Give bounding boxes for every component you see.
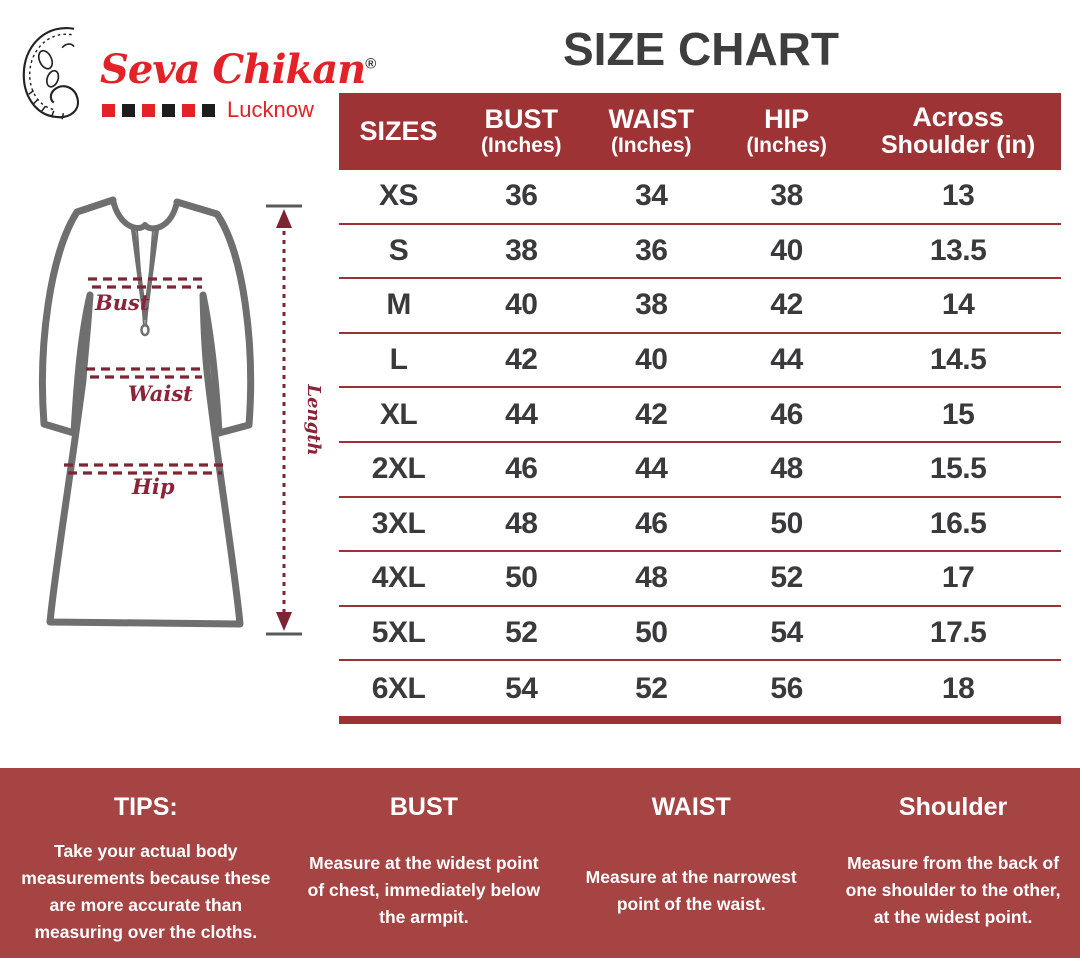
hip-label: Hip: [132, 474, 175, 499]
tips-text: Take your actual body measurements because these are more accurate than measuring over the cloths.: [21, 841, 271, 943]
shoulder-guide-heading: Shoulder: [898, 793, 1008, 821]
size-cell: 3XL: [371, 506, 426, 540]
column-label: Across: [912, 101, 1004, 132]
kurti-outline: [42, 200, 250, 624]
bust-guide-text: Measure at the widest point of chest, immediately below the armpit.: [307, 853, 541, 928]
table-row: [339, 170, 1061, 225]
size-cell: 2XL: [371, 452, 426, 486]
bust-cell: 42: [505, 343, 538, 377]
table-row: [339, 279, 1061, 334]
waist-guide-heading: WAIST: [651, 793, 731, 821]
hip-cell: 46: [770, 397, 803, 431]
table-row: [339, 607, 1061, 662]
shoulder-cell: 13.5: [929, 233, 987, 267]
brand-name: Seva Chikan®: [100, 46, 377, 93]
hip-cell: 50: [770, 506, 803, 540]
waist-cell: 52: [635, 671, 668, 705]
table-row: [339, 552, 1061, 607]
column-header-sizes: [339, 117, 458, 145]
size-cell: L: [389, 343, 408, 377]
bust-label: Bust: [95, 290, 150, 315]
size-cell: 4XL: [371, 561, 426, 595]
waist-cell: 42: [635, 397, 668, 431]
table-row: [339, 661, 1061, 716]
table-row: [339, 225, 1061, 280]
shoulder-guide-section: [826, 768, 1080, 958]
bust-cell: 48: [505, 506, 538, 540]
waist-cell: 44: [635, 452, 668, 486]
shoulder-cell: 16.5: [929, 506, 987, 540]
size-cell: XS: [379, 179, 419, 213]
hip-cell: 48: [770, 452, 803, 486]
paisley-icon: [16, 24, 94, 124]
hip-cell: 52: [770, 561, 803, 595]
bust-guide-section: [292, 768, 557, 958]
hip-cell: 54: [770, 616, 803, 650]
column-label: SIZES: [359, 116, 438, 147]
logo-square: [182, 104, 195, 117]
bust-cell: 38: [505, 233, 538, 267]
garment-diagram: [20, 188, 342, 671]
column-sublabel: (Inches): [746, 133, 827, 157]
waist-cell: 46: [635, 506, 668, 540]
waist-cell: 40: [635, 343, 668, 377]
bust-guide-heading: BUST: [389, 793, 458, 821]
table-row: [339, 443, 1061, 498]
column-label: HIP: [764, 104, 810, 135]
length-arrow: [266, 206, 302, 634]
brand-city: Lucknow: [227, 97, 314, 122]
size-cell: S: [388, 233, 409, 267]
column-sublabel: (Inches): [481, 133, 562, 157]
shoulder-guide-text: Measure from the back of one shoulder to the other, at the widest point.: [845, 853, 1061, 928]
table-row: [339, 388, 1061, 443]
bust-cell: 50: [505, 561, 538, 595]
waist-cell: 50: [635, 616, 668, 650]
logo-square: [162, 104, 175, 117]
waist-label: Waist: [128, 381, 193, 406]
waist-guide-text: Measure at the narrowest point of the waist.: [585, 867, 797, 915]
hip-cell: 40: [770, 233, 803, 267]
bust-cell: 54: [505, 671, 538, 705]
shoulder-cell: 18: [941, 671, 975, 705]
logo-squares: [102, 104, 215, 117]
column-label: BUST: [484, 104, 559, 135]
shoulder-cell: 13: [941, 179, 975, 213]
column-sublabel: (Inches): [610, 133, 692, 157]
size-chart-table: [339, 93, 1061, 724]
size-cell: XL: [379, 397, 418, 431]
page-title: SIZE CHART: [563, 23, 839, 75]
shoulder-cell: 15.5: [929, 452, 987, 486]
hip-cell: 38: [770, 179, 803, 213]
waist-dashed-line: [86, 369, 206, 377]
column-sublabel: Shoulder (in): [881, 131, 1036, 160]
bust-cell: 40: [505, 288, 538, 322]
measuring-guide-footer: [0, 768, 1080, 958]
shoulder-cell: 14.5: [929, 343, 987, 377]
waist-cell: 48: [635, 561, 668, 595]
size-cell: 5XL: [371, 616, 426, 650]
bust-cell: 46: [505, 452, 538, 486]
shoulder-cell: 14: [941, 288, 975, 322]
brand-subline: [102, 97, 376, 123]
bust-cell: 44: [505, 397, 538, 431]
registered-mark: ®: [365, 55, 377, 73]
brand-text-block: [100, 24, 376, 123]
waist-cell: 36: [635, 233, 668, 267]
logo-square: [202, 104, 215, 117]
drawstring-bead: [142, 325, 149, 335]
column-label: WAIST: [608, 104, 694, 135]
bust-dashed-line: [88, 279, 206, 287]
hip-cell: 42: [770, 288, 803, 322]
shoulder-cell: 15: [941, 397, 975, 431]
size-cell: M: [386, 288, 411, 322]
bust-cell: 36: [505, 179, 538, 213]
column-header-bust: [458, 105, 584, 157]
logo-square: [142, 104, 155, 117]
column-header-across-shoulder: [855, 103, 1061, 160]
shoulder-cell: 17: [941, 561, 975, 595]
tips-heading: TIPS:: [113, 793, 178, 821]
brand-logo: [16, 24, 376, 124]
tips-section: [0, 768, 292, 958]
hip-cell: 44: [770, 343, 803, 377]
shoulder-cell: 17.5: [929, 616, 987, 650]
logo-square: [102, 104, 115, 117]
waist-cell: 38: [635, 288, 668, 322]
waist-cell: 34: [635, 179, 668, 213]
table-body: [339, 170, 1061, 716]
table-row: [339, 334, 1061, 389]
column-header-hip: [718, 105, 855, 157]
table-bottom-bar: [339, 716, 1061, 724]
bust-cell: 52: [505, 616, 538, 650]
table-header-row: [339, 93, 1061, 170]
column-header-waist: [584, 105, 718, 157]
waist-guide-section: [556, 768, 826, 958]
hip-cell: 56: [770, 671, 803, 705]
hip-dashed-line: [64, 465, 226, 473]
size-cell: 6XL: [371, 671, 426, 705]
logo-square: [122, 104, 135, 117]
length-label: Length: [303, 384, 324, 456]
table-row: [339, 498, 1061, 553]
